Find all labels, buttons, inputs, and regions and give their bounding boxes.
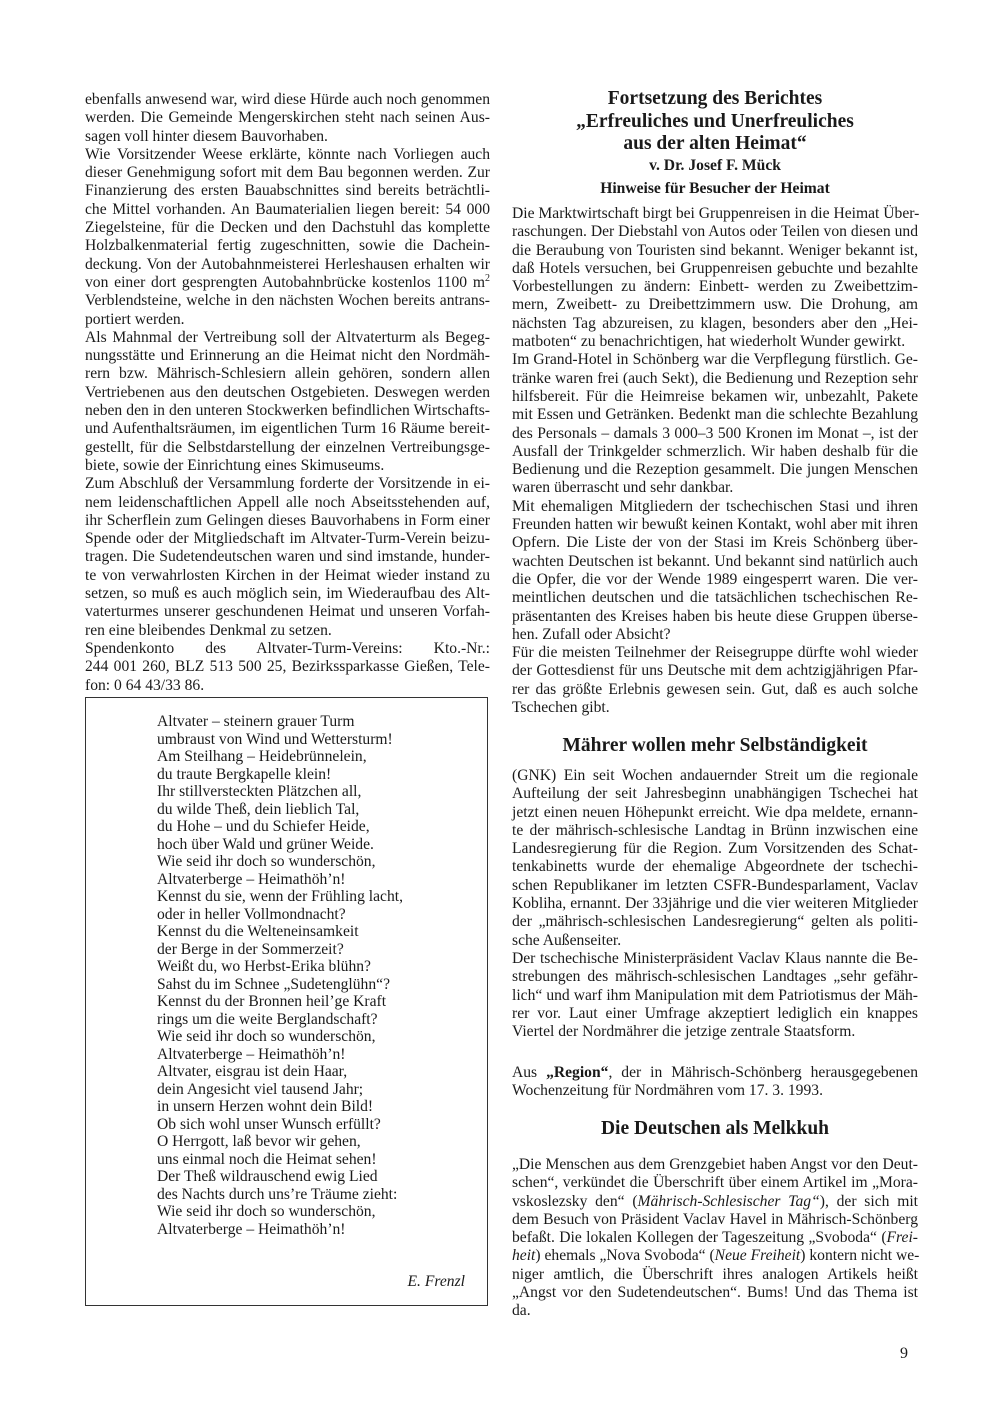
- text-line: nem leidenschaftlichen Appell alle noch Abseitsstehenden auf,: [85, 493, 490, 511]
- poem-line: Altvaterberge – Heimathöh’n!: [157, 1220, 346, 1238]
- text-line: nächsten Tag abzureisen, zu klagen, besonders aber den „Hei-: [512, 314, 918, 332]
- text-line: die Opfer, die vor der Wende 1989 eingesperrt waren. Die ver-: [512, 570, 918, 588]
- text-line: die Beraubung von Touristen sind bekannt. Weniger bekannt ist,: [512, 241, 918, 259]
- poem-line: Wie seid ihr doch so wunderschön,: [157, 853, 376, 870]
- article-title-fortsetzung: [512, 88, 918, 156]
- text-line: strebungen des mährisch-schlesischen Landtages „sehr gefähr-: [512, 968, 918, 986]
- poem-line: Ob sich wohl unser Wunsch erfüllt?: [157, 1115, 381, 1133]
- text-span: von einer dort gesprengten Autobahnbrücke kostenlos 1100 m: [85, 273, 485, 291]
- poem-line: Altvaterberge – Heimathöh’n!: [157, 1045, 346, 1063]
- text-line: Ausfall der Trinkgelder schmerzlich. Wir haben deshalb für die: [512, 442, 918, 460]
- text-line: Ziegelsteine, für die Decken und den Dachstuhl das komplette: [85, 219, 490, 237]
- poem-line: O Herrgott, laß bevor wir gehen,: [157, 1133, 361, 1150]
- text-line: che Mittel vorhanden. An Baumaterialien liegen bereit: 54 000: [85, 200, 490, 218]
- bold-text: „Region“: [546, 1064, 609, 1081]
- poem-line: Altvater – steinern grauer Turm: [157, 713, 355, 730]
- poem-line: du traute Bergkapelle klein!: [157, 765, 332, 783]
- text-line: (GNK) Ein seit Wochen andauernder Streit um die regionale: [512, 767, 918, 784]
- text-line: te von verwahrlosten Kirchen in der Heimat wieder instand zu: [85, 566, 490, 584]
- paragraph: [512, 351, 918, 497]
- text-line: ihr Scherflein zum Gelingen dieses Bauvorhabens in Form einer: [85, 511, 490, 529]
- poem-line: Altvater, eisgrau ist dein Haar,: [157, 1063, 348, 1080]
- text-line: tenkabinetts wurde der ehemalige Abgeordnete der tschechi-: [512, 858, 918, 876]
- poem-line: Sahst du im Schnee „Sudetenglühn“?: [157, 975, 390, 993]
- text-span: vskoslezsky den“ (: [512, 1192, 638, 1210]
- paragraph: [512, 498, 918, 644]
- left-column-article-text: [85, 91, 490, 695]
- text-line: Wie Vorsitzender Weese erklärte, könnte nach Vorliegen auch: [85, 145, 490, 163]
- text-line: Als Mahnmal der Vertreibung soll der Altvaterturm als Begeg-: [85, 328, 490, 346]
- article-title-maehrer: Mährer wollen mehr Selbständigkeit: [562, 735, 868, 756]
- text-line: ren eine bleibendes Denkmal zu setzen.: [85, 621, 332, 639]
- paragraph: [85, 91, 490, 146]
- text-line: Bedienung und die Rezeption gesammelt. Die jungen Menschen: [512, 461, 918, 479]
- poem-line: Wie seid ihr doch so wunderschön,: [157, 1203, 376, 1220]
- text-line: „Die Menschen aus dem Grenzgebiet haben Angst vor den Deut-: [512, 1156, 918, 1173]
- text-line: rer vor. Laut einer Umfrage akzeptiert lediglich ein knappes: [512, 1004, 918, 1022]
- article-title-melkkuh: Die Deutschen als Melkkuh: [600, 1118, 830, 1139]
- poem-line: du wilde Theß, dein lieblich Tal,: [157, 800, 360, 818]
- text-line: lich“ und warf ihm Manipulation mit dem Patriotismus der Mäh-: [512, 986, 918, 1004]
- paragraph: [512, 205, 918, 351]
- poem-line: rings um die weite Berglandschaft?: [157, 1010, 378, 1028]
- text-line: Holzbalkenmaterial fertig zugeschnitten, sowie die Dachein-: [85, 237, 490, 255]
- text-line: Für die meisten Teilnehmer der Reisegruppe dürfte wohl wieder: [512, 644, 918, 662]
- text-line: präsentanten des Kreises haben bis heute diese Gruppen überse-: [512, 607, 918, 625]
- paragraph: [512, 644, 918, 717]
- text-span: ) kontern nicht we-: [800, 1247, 920, 1265]
- text-line: jetzt einen neuen Höhepunkt erreicht. Wie dpa meldete, ernann-: [512, 803, 918, 821]
- poem-line: Altvaterberge – Heimathöh’n!: [157, 870, 346, 888]
- italic-text: Frei-: [886, 1229, 918, 1247]
- poem-line: in unsern Herzen wohnt dein Bild!: [157, 1098, 374, 1115]
- text-line: Zum Abschluß der Versammlung forderte der Vorsitzende in ei-: [85, 475, 490, 493]
- text-line: te der mährisch-schlesische Landtag in Brünn inzwischen eine: [512, 821, 918, 839]
- text-line: mern, Zweibett- zu Dreibettzimmern usw. Die Drohung, am: [512, 296, 918, 314]
- text-line: hilfsbereit. Für die Heimreise bekamen wir, unbezahlt, Pakete: [512, 387, 918, 405]
- text-line: sche Außenseiter.: [512, 931, 622, 949]
- poem-line: des Nachts durch uns’re Träume zieht:: [157, 1185, 398, 1203]
- poem-author: E. Frenzl: [407, 1273, 465, 1290]
- poem: [157, 713, 403, 1238]
- text-line: der Gottesdienst für uns Deutsche mit dem achtzigjährigen Pfar-: [512, 662, 918, 680]
- article2-body: [512, 767, 918, 1041]
- paragraph: [85, 475, 490, 640]
- text-line: gestellt, für die Selbstdarstellung der einzelnen Vertreibungsge-: [85, 438, 490, 456]
- text-line: raschungen. Der Diebstahl von Autos oder Teilen von diesen und: [512, 223, 918, 241]
- poem-line: Ihr stillversteckten Plätzchen all,: [157, 783, 362, 800]
- page-number: 9: [900, 1345, 908, 1362]
- text-line: Wochenzeitung für Nordmähren vom 17. 3. 1993.: [512, 1082, 823, 1100]
- text-line: hen. Zufall oder Absicht?: [512, 625, 671, 643]
- text-line: fon: 0 64 43/33 86.: [85, 676, 205, 694]
- italic-text: Mährisch-Schlesischer Tag“: [637, 1192, 820, 1210]
- text-line: Opfern. Die Liste der von der Stasi im Kreis Schönberg über-: [512, 534, 918, 552]
- text-line: Freunden hatten wir bewußt keinen Kontakt, wohl aber mit ihren: [512, 516, 918, 534]
- text-line: des Personals – damals 3 000–3 500 Kronen im Monat –, ist der: [512, 424, 918, 442]
- text-line: Viertel der Nordmährer die jetzige zentrale Staatsform.: [512, 1023, 856, 1041]
- text-line: Der tschechische Ministerpräsident Vaclav Klaus nannte die Be-: [512, 949, 918, 967]
- text-line: [512, 1064, 918, 1082]
- text-line: werden. Die Gemeinde Mengerskirchen steht nach seinen Aus-: [85, 109, 490, 127]
- paragraph: [85, 640, 490, 695]
- title-line: „Erfreuliches und Unerfreuliches: [576, 110, 854, 132]
- poem-line: Kennst du sie, wenn der Frühling lacht,: [157, 888, 403, 905]
- superscript: 2: [485, 272, 490, 284]
- poem-line: dein Angesicht viel tausend Jahr;: [157, 1080, 364, 1098]
- paragraph: [512, 950, 918, 1041]
- poem-line: du Hohe – und du Schiefer Heide,: [157, 818, 370, 835]
- poem-line: der Berge in der Sommerzeit?: [157, 940, 344, 958]
- text-line: tränke waren frei (auch Sekt), die Bedienung und Rezeption sehr: [512, 369, 918, 387]
- text-line: schen“, verkündet die Überschrift über einem Artikel im „Mora-: [512, 1174, 918, 1192]
- poem-line: Wie seid ihr doch so wunderschön,: [157, 1028, 376, 1045]
- text-line: sagen voll hinter diesem Bauvorhaben.: [85, 127, 328, 145]
- text-line: Finanzierung des ersten Bauabschnittes sind bereits beträchtli-: [85, 182, 490, 200]
- text-line: niger amtlich, die Überschrift ihres analogen Artikels heißt: [512, 1265, 918, 1283]
- article1-body: [512, 205, 918, 717]
- text-line: rer das größte Erlebnis gewesen sein. Gut, daß es auch solche: [512, 680, 918, 698]
- text-line: rern bzw. Mährisch-Schlesiern allein gehören, sondern allen: [85, 365, 490, 383]
- text-line: matboten“ zu benachrichtigen, hat wiederholt Wunder gewirkt.: [512, 333, 906, 351]
- article-byline: v. Dr. Josef F. Mück: [649, 157, 781, 174]
- text-line: 244 001 260, BLZ 513 500 25, Bezirkssparkasse Gießen, Tele-: [85, 658, 490, 676]
- text-line: Vertriebenen aus den deutschen Ostgebieten. Deswegen werden: [85, 383, 490, 401]
- text-line: [512, 1229, 918, 1247]
- text-line: mit Essen und Getränken. Bedenkt man die schlechte Bezahlung: [512, 406, 918, 424]
- text-span: , der in Mährisch-Schönberg herausgegebenen: [608, 1064, 919, 1081]
- text-line: dem Besuch von Präsident Vaclav Havel in Mährisch-Schönberg: [512, 1210, 918, 1228]
- text-line: [512, 1193, 918, 1211]
- text-line: deckung. Von der Autobahnmeisterei Herleshausen erhalten wir: [85, 255, 490, 273]
- text-line: waren überrascht und sehr dankbar.: [512, 479, 734, 497]
- text-line: Im Grand-Hotel in Schönberg war die Verpflegung fürstlich. Ge-: [512, 351, 918, 369]
- paragraph: [512, 767, 918, 950]
- text-line: Spende oder der Mitgliedschaft im Altvater-Turm-Verein beizu-: [85, 530, 490, 548]
- text-line: ebenfalls anwesend war, wird diese Hürde auch noch genommen: [85, 91, 490, 108]
- text-line: setzen, so muß es auch möglich sein, im Wiederaufbau des Alt-: [85, 585, 490, 603]
- text-line: [85, 274, 490, 292]
- text-line: Vorbestellungen zu ändern: Einbett- werden zu Zweibettzim-: [512, 278, 918, 296]
- text-line: Mit ehemaligen Mitgliedern der tschechischen Stasi und ihren: [512, 497, 918, 515]
- text-line: meintlichen deutschen und die tatsächlichen tschechischen Re-: [512, 589, 918, 607]
- text-line: tragen. Die Sudetendeutschen waren und sind imstande, hunder-: [85, 548, 490, 566]
- text-line: Verblendsteine, welche in den nächsten Wochen bereits antrans-: [85, 292, 490, 310]
- poem-line: uns einmal noch die Heimat sehen!: [157, 1150, 377, 1168]
- text-line: Aufteilung der seit Jahresbeginn unabhängigen Tschechei hat: [512, 785, 918, 803]
- text-line: da.: [512, 1302, 531, 1320]
- title-line: Fortsetzung des Berichtes: [607, 88, 823, 109]
- poem-line: oder in heller Vollmondnacht?: [157, 905, 346, 923]
- paragraph: [512, 1064, 918, 1101]
- text-line: Spendenkonto des Altvater-Turm-Vereins: Kto.-Nr.:: [85, 639, 490, 657]
- poem-line: Der Theß wildrauschend ewig Lied: [157, 1168, 378, 1185]
- text-line: dieser Genehmigung sofort mit dem Bau begonnen werden. Zur: [85, 164, 490, 182]
- poem-line: Kennst du die Welteneinsamkeit: [157, 923, 359, 940]
- paragraph: [512, 1156, 918, 1321]
- text-line: portiert werden.: [85, 310, 185, 328]
- article-subheading: Hinweise für Besucher der Heimat: [600, 180, 830, 197]
- text-line: biete, sowie der Einrichtung eines Skimuseums.: [85, 456, 385, 474]
- poem-line: Weißt du, wo Herbst-Erika blühn?: [157, 958, 371, 975]
- article3-body: [512, 1156, 918, 1321]
- text-span: befaßt. Die lokalen Kollegen der Tageszeitung „Svoboda“ (: [512, 1229, 887, 1247]
- text-line: Kobliha, ernannt. Der 33jährige und die vier weiteren Mitglieder: [512, 895, 918, 913]
- text-line: neben den in den unteren Stockwerken befindlichen Wirtschafts-: [85, 402, 490, 420]
- text-line: Landesregierung für die Region. Zum Vorsitzenden des Schat-: [512, 840, 918, 858]
- text-line: daß Hotels versuchen, bei Gruppenreisen gebuchte und bezahlte: [512, 259, 918, 277]
- poem-line: Kennst du der Bronnen heil’ge Kraft: [157, 993, 387, 1010]
- title-line: aus der alten Heimat“: [623, 133, 807, 154]
- italic-text: heit: [512, 1247, 536, 1265]
- text-line: Tschechen gibt.: [512, 699, 610, 717]
- text-line: und Aufenthaltsräumen, im eigentlichen Turm 16 Räume bereit-: [85, 420, 490, 438]
- text-line: vaterturmes unserer geschundenen Heimat und unseren Vorfah-: [85, 603, 490, 621]
- poem-line: umbraust von Wind und Wettersturm!: [157, 730, 393, 748]
- text-line: [512, 1247, 918, 1265]
- text-line: schen Republikaner im letzten CSFR-Bundesparlament, Vaclav: [512, 876, 918, 894]
- poem-line: hoch über Wald und grüner Weide.: [157, 835, 374, 853]
- text-span: ) ehemals „Nova Svoboda“ (: [535, 1247, 715, 1265]
- text-line: Die Marktwirtschaft birgt bei Gruppenreisen in die Heimat Über-: [512, 205, 920, 222]
- text-line: nungsstätte und Erinnerung an die Heimat nicht den Nordmäh-: [85, 347, 490, 365]
- poem-line: Am Steilhang – Heidebrünnelein,: [157, 748, 367, 765]
- source-note: [512, 1064, 918, 1101]
- text-line: „Angst vor den Sudetendeutschen“. Bums! Und das Thema ist: [512, 1284, 918, 1302]
- text-span: ), der sich mit: [819, 1192, 918, 1210]
- paragraph: [85, 146, 490, 329]
- text-line: wachten Deutschen ist bekannt. Und bekannt sind natürlich auch: [512, 552, 918, 570]
- italic-text: Neue Freiheit: [714, 1247, 801, 1265]
- text-span: Aus: [512, 1064, 547, 1081]
- paragraph: [85, 329, 490, 475]
- text-line: der „mährisch-schlesischen Landesregierung“ gelten als politi-: [512, 913, 918, 931]
